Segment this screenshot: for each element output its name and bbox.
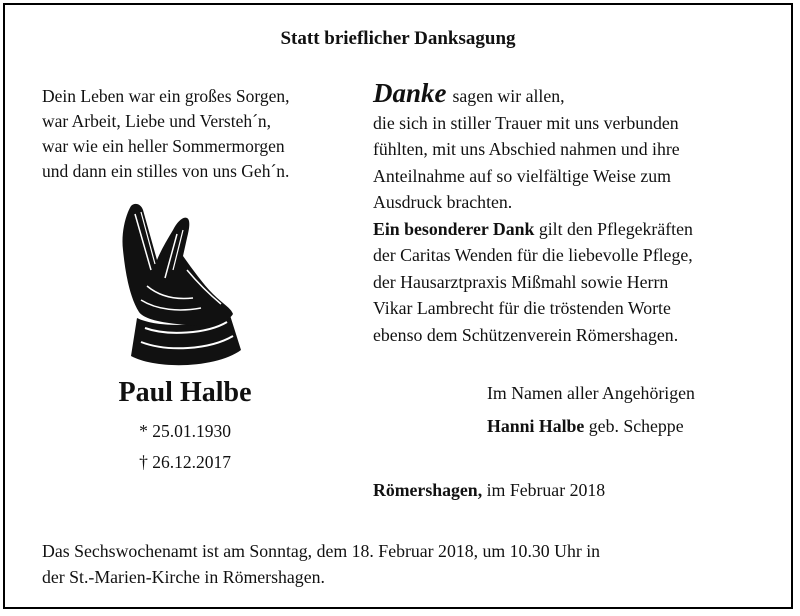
thanks-text — [373, 80, 783, 348]
poem-line: war wie ein heller Sommermorgen — [42, 136, 285, 156]
signature-name — [487, 416, 684, 437]
thanks-line: der Caritas Wenden für die liebevolle Pflege, — [373, 245, 693, 265]
thanks-line: ebenso dem Schützenverein Römershagen. — [373, 324, 679, 345]
place: Römershagen, — [373, 480, 483, 500]
poem — [42, 84, 352, 184]
deceased-name: Paul Halbe — [118, 377, 252, 408]
special-thanks-bold: Ein besonderer Dank — [373, 218, 535, 239]
thanks-first-line — [373, 80, 783, 110]
thanks-line: Vikar Lambrecht für die tröstenden Worte — [373, 298, 671, 318]
danke-word: Danke — [373, 78, 447, 108]
poem-line: war Arbeit, Liebe und Versteh´n, — [42, 111, 272, 131]
thanks-line: Anteilnahme auf so vielfältige Weise zum — [373, 165, 671, 186]
signature-intro: Im Namen aller Angehörigen — [487, 383, 695, 403]
thanks-line: Ausdruck brachten. — [373, 192, 513, 212]
death-date: † 26.12.2017 — [139, 452, 231, 472]
poem-line: und dann ein stilles von uns Geh´n. — [42, 161, 290, 181]
thanks-line: gilt den Pflegekräften — [538, 218, 693, 239]
page-title: Statt brieflicher Danksagung — [280, 28, 516, 49]
thanks-line: die sich in stiller Trauer mit uns verbunden — [373, 112, 679, 133]
thanks-line: fühlten, mit uns Abschied nahmen und ihre — [373, 139, 680, 159]
poem-line: Dein Leben war ein großes Sorgen, — [42, 86, 290, 106]
thanks-line: sagen wir allen, — [452, 86, 565, 106]
praying-hands-icon — [117, 200, 247, 372]
signature-name-bold: Hanni Halbe — [487, 416, 585, 436]
thanks-line: der Hausarztpraxis Mißmahl sowie Herrn — [373, 271, 669, 292]
footer-notice — [42, 538, 782, 590]
birth-date: * 25.01.1930 — [139, 421, 231, 441]
footer-line: Das Sechswochenamt ist am Sonntag, dem 18. Februar 2018, um 10.30 Uhr in — [42, 541, 601, 561]
special-thanks-line — [373, 216, 783, 243]
signature-name-rest: geb. Scheppe — [588, 416, 684, 436]
date: im Februar 2018 — [486, 480, 606, 500]
place-date — [373, 480, 605, 501]
footer-line: der St.-Marien-Kirche in Römershagen. — [42, 567, 325, 587]
